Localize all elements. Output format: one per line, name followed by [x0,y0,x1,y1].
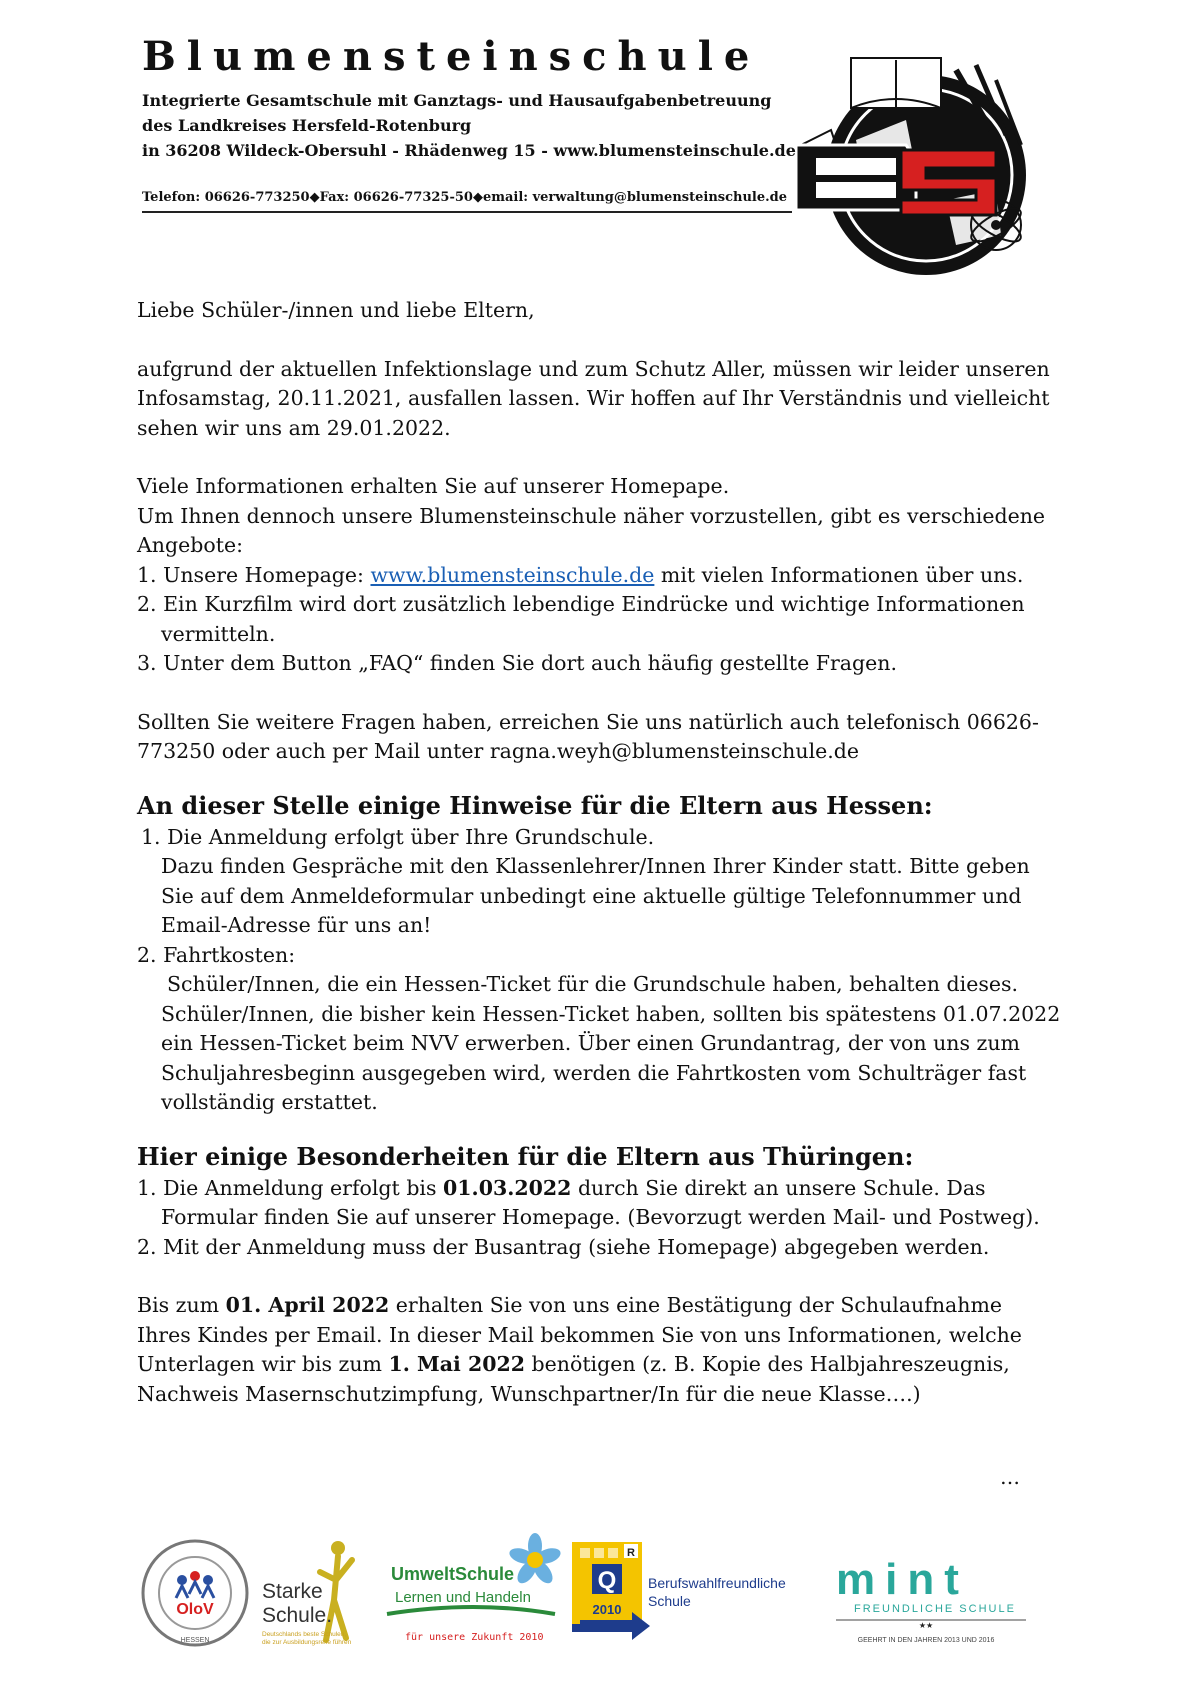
umwelt-bottom: für unsere Zukunft 2010 [405,1632,544,1643]
subtitle-line-1: Integrierte Gesamtschule mit Ganztags- und Hausaufgabenbetreuung [142,91,772,110]
offer-item-3: 3. Unter dem Button „FAQ“ finden Sie dort auch häufig gestellte Fragen. [137,651,897,675]
mint-sub: FREUNDLICHE SCHULE [854,1603,1016,1615]
thueringen-heading: Hier einige Besonderheiten für die Eltern aus Thüringen: [137,1141,914,1171]
mint-bottom: GEEHRT IN DEN JAHREN 2013 UND 2016 [857,1637,995,1644]
letter-body [137,296,1062,1409]
thueringen-item-1-b: durch Sie direkt an unsere Schule. Das Formular finden Sie auf unserer Homepage. (Bevorzugt werden Mail- und Postweg). [161,1175,1040,1229]
hessen-item-2-text: Schüler/Innen, die ein Hessen-Ticket für die Grundschule haben, behalten dieses. Schüler/Innen, die bisher kein Hessen-Ticket haben, sollten bis spätestens 01.07.2022 ein Hessen-Ticket beim NVV erwerben. Über einen Grundantrag, der von uns zum Schuljahresbeginn ausgegeben wird, werden die Fahrtkosten vom Schulträger fast vollständig erstattet. [161,972,1061,1114]
svg-text:R: R [627,1547,635,1559]
hessen-item-2-title: 2. Fahrtkosten: [137,942,296,967]
closing-b: erhalten Sie von uns eine Bestätigung der Schulaufnahme Ihres Kindes per Email. In dieser Mail bekommen Sie von uns Informationen, welche Unterlagen wir bis zum [137,1293,1022,1376]
q-year: 2010 [592,1602,622,1617]
hessen-item-1-title: 1. Die Anmeldung erfolgt über Ihre Grundschule. [141,824,655,849]
starke-word-1: Starke [262,1580,323,1603]
mint-title: mint [836,1555,969,1604]
thueringen-item-2: 2. Mit der Anmeldung muss der Busantrag (siehe Homepage) abgegeben werden. [137,1234,990,1259]
thueringen-deadline: 01.03.2022 [443,1175,572,1200]
school-logo [796,50,1046,290]
olov-seal [140,1538,250,1648]
homepage-link[interactable]: www.blumensteinschule.de [370,562,655,587]
paragraph-cancellation: aufgrund der aktuellen Infektionslage und zum Schutz Aller, müssen wir leider unseren Infosamstag, 20.11.2021, ausfallen lassen. Wir hoffen auf Ihr Verständnis und vielleicht sehen wir uns am 29.01.2022. [137,356,1050,440]
offer-item-1-suffix: mit vielen Informationen über uns. [654,562,1024,587]
subtitle-line-3: in 36208 Wildeck-Obersuhl - Rhädenweg 15 - www.blumensteinschule.de [142,141,796,160]
q-label-1: Berufswahlfreundliche [648,1575,786,1591]
paragraph-contact: Sollten Sie weitere Fragen haben, erreichen Sie uns natürlich auch telefonisch 06626-773250 oder auch per Mail unter ragna.weyh@blumensteinschule.de [137,709,1039,763]
olov-logo-text: OloV [176,1601,214,1618]
closing-paragraph [137,1291,1062,1409]
school-name: Blumensteinschule [142,33,761,80]
thueringen-item-1 [137,1174,1062,1233]
hessen-item-1-text: Dazu finden Gespräche mit den Klassenlehrer/Innen Ihrer Kinder statt. Bitte geben Sie auf dem Anmeldeformular unbedingt eine aktuelle gültige Telefonnummer und Email-Adresse für uns an! [161,854,1030,937]
thueringen-item-1-a: 1. Die Anmeldung erfolgt bis [137,1175,444,1200]
paragraph-offers-intro: Um Ihnen dennoch unsere Blumensteinschule näher vorzustellen, gibt es verschiedene Angebote: [137,503,1046,557]
starke-sub-2: die zur Ausbildungsreife führen [262,1639,352,1646]
school-logo-graphic [796,50,1046,290]
starke-schule-logo [260,1530,370,1655]
footer-badges [140,1530,1060,1660]
subtitle-line-2: des Landkreises Hersfeld-Rotenburg [142,116,472,135]
hessen-heading: An dieser Stelle einige Hinweise für die Eltern aus Hessen: [137,790,933,820]
umwelt-title: UmweltSchule [391,1564,515,1584]
umweltschule-logo [385,1530,565,1655]
mint-logo [826,1550,1036,1650]
school-address [142,88,796,163]
offer-item-1-prefix: 1. Unsere Homepage: [137,562,371,587]
olov-region: HESSEN [180,1637,210,1644]
offer-item-2: 2. Ein Kurzfilm wird dort zusätzlich lebendige Eindrücke und wichtige Informationen vermitteln. [137,592,1025,646]
closing-date-1: 01. April 2022 [225,1293,390,1317]
svg-text:Q: Q [597,1567,617,1594]
paragraph-homepage-info: Viele Informationen erhalten Sie auf unserer Homepape. [137,474,730,498]
closing-date-2: 1. Mai 2022 [388,1352,525,1376]
mint-stars: ★★ [918,1621,934,1630]
starke-word-2: Schule. [262,1604,333,1627]
q-label-2: Schule [648,1593,691,1609]
contact-line: Telefon: 06626-773250◆Fax: 06626-77325-50◆email: verwaltung@blumensteinschule.de [142,190,792,213]
letterhead [142,30,796,163]
berufswahl-siegel-logo [572,1542,812,1652]
starke-sub-1: Deutschlands beste Schulen, [262,1631,347,1638]
closing-a: Bis zum [137,1293,226,1317]
closing-c: benötigen (z. B. Kopie des Halbjahreszeugnis, Nachweis Masernschutzimpfung, Wunschpartner/In für die neue Klasse….) [137,1352,1010,1406]
greeting: Liebe Schüler-/innen und liebe Eltern, [137,298,535,322]
continuation-dots: … [1000,1465,1026,1489]
offer-item-1 [137,561,1062,591]
umwelt-sub: Lernen und Handeln [395,1589,531,1606]
